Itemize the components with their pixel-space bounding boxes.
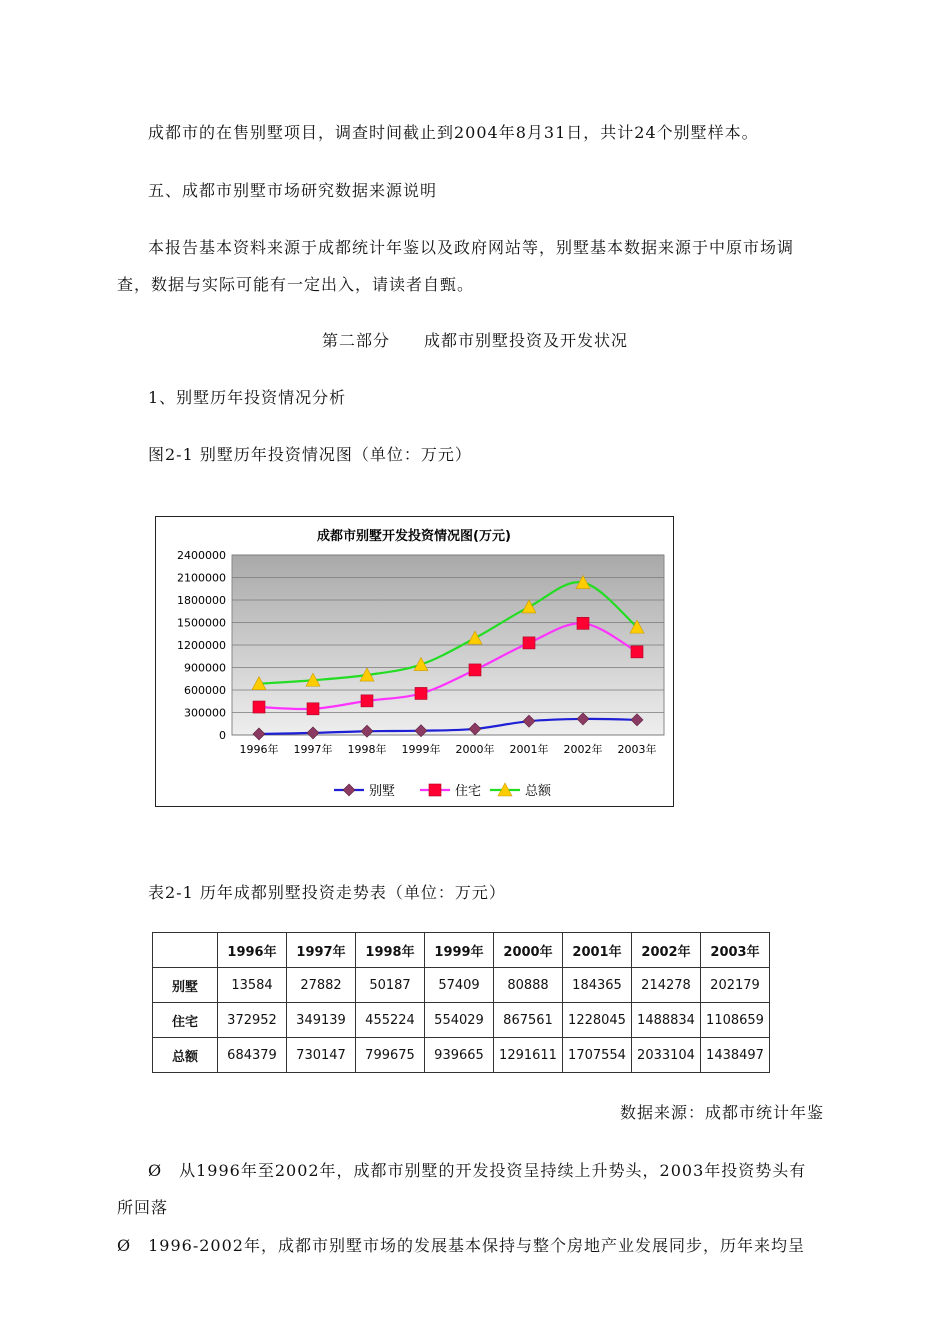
row-label: 住宅 [153, 1003, 218, 1038]
table-cell: 27882 [287, 968, 356, 1003]
data-point [307, 703, 319, 715]
table-row [153, 1038, 770, 1073]
x-tick-label: 1998年 [347, 743, 387, 756]
y-tick-label: 900000 [184, 661, 226, 675]
x-tick-label: 2000年 [455, 743, 495, 756]
x-tick-label: 2001年 [509, 743, 549, 756]
table-header-cell: 1997年 [287, 933, 356, 968]
table-cell: 684379 [218, 1038, 287, 1073]
legend-label: 住宅 [455, 784, 482, 799]
data-point [361, 695, 373, 707]
data-point [253, 701, 265, 713]
table-cell: 554029 [425, 1003, 494, 1038]
table-cell: 372952 [218, 1003, 287, 1038]
x-tick-label: 2002年 [563, 743, 603, 756]
table-header-cell: 2001年 [563, 933, 632, 968]
sub1-title: 1、别墅历年投资情况分析 [148, 388, 347, 407]
y-tick-label: 1800000 [177, 594, 226, 607]
table-cell: 80888 [494, 968, 563, 1003]
figure-caption: 图2-1 别墅历年投资情况图（单位：万元） [148, 445, 472, 464]
source-desc-line2: 查，数据与实际可能有一定出入，请读者自甄。 [117, 275, 475, 294]
y-tick-label: 600000 [184, 684, 226, 697]
table-cell: 1488834 [632, 1003, 701, 1038]
data-point [631, 646, 643, 658]
table-header-cell: 1996年 [218, 933, 287, 968]
x-tick-label: 2003年 [617, 743, 657, 756]
data-point [415, 687, 427, 699]
table-cell: 1108659 [701, 1003, 770, 1038]
table-cell: 799675 [356, 1038, 425, 1073]
y-axis-ticks [177, 549, 226, 742]
row-label: 别墅 [153, 968, 218, 1003]
y-tick-label: 300000 [184, 706, 226, 720]
data-point [469, 664, 481, 676]
legend-marker [343, 784, 355, 796]
table-cell: 1438497 [701, 1038, 770, 1073]
part2-title: 第二部分 成都市别墅投资及开发状况 [321, 331, 628, 350]
table-cell: 13584 [218, 968, 287, 1003]
table-cell: 184365 [563, 968, 632, 1003]
chart-svg [156, 517, 673, 806]
section5-title: 五、成都市别墅市场研究数据来源说明 [148, 181, 438, 200]
source-desc-line1: 本报告基本资料来源于成都统计年鉴以及政府网站等，别墅基本数据来源于中原市场调 [148, 238, 795, 257]
table-header-cell: 1999年 [425, 933, 494, 968]
table-header-row [153, 933, 770, 968]
table-caption: 表2-1 历年成都别墅投资走势表（单位：万元） [148, 883, 506, 902]
legend-label: 别墅 [369, 784, 396, 799]
table-row [153, 1003, 770, 1038]
data-point [523, 637, 535, 649]
table-cell: 2033104 [632, 1038, 701, 1073]
x-tick-label: 1996年 [239, 743, 279, 756]
table-cell: 57409 [425, 968, 494, 1003]
table-cell: 730147 [287, 1038, 356, 1073]
x-axis-ticks [240, 742, 657, 756]
table-cell: 202179 [701, 968, 770, 1003]
y-tick-label: 2400000 [177, 549, 226, 562]
data-source-note: 数据来源：成都市统计年鉴 [620, 1103, 825, 1122]
chart-legend [334, 783, 552, 799]
table-cell: 214278 [632, 968, 701, 1003]
table-row [153, 968, 770, 1003]
table-header-cell: 1998年 [356, 933, 425, 968]
y-tick-label: 1500000 [177, 616, 226, 630]
data-point [577, 617, 589, 629]
table-header-cell: 2002年 [632, 933, 701, 968]
table-cell: 939665 [425, 1038, 494, 1073]
table-cell: 50187 [356, 968, 425, 1003]
chart-title: 成都市别墅开发投资情况图(万元) [317, 529, 511, 544]
table-cell: 1291611 [494, 1038, 563, 1073]
row-label: 总额 [153, 1038, 218, 1073]
bullet1-line2: 所回落 [117, 1198, 169, 1217]
investment-chart [155, 516, 674, 807]
y-tick-label: 2100000 [177, 571, 226, 585]
table-cell: 1228045 [563, 1003, 632, 1038]
x-tick-label: 1997年 [293, 743, 333, 756]
sample-note: 成都市的在售别墅项目，调查时间截止到2004年8月31日，共计24个别墅样本。 [148, 123, 759, 142]
table-cell: 1707554 [563, 1038, 632, 1073]
table-header-cell: 2003年 [701, 933, 770, 968]
y-tick-label: 1200000 [177, 639, 226, 652]
table-header-cell [153, 933, 218, 968]
table-cell: 349139 [287, 1003, 356, 1038]
table-cell: 455224 [356, 1003, 425, 1038]
investment-table [152, 932, 770, 1073]
bullet2-line1: Ø 1996-2002年，成都市别墅市场的发展基本保持与整个房地产业发展同步，历年来均呈 [117, 1236, 805, 1255]
table-cell: 867561 [494, 1003, 563, 1038]
y-tick-label: 0 [219, 729, 226, 742]
bullet1-line1: Ø 从1996年至2002年，成都市别墅的开发投资呈持续上升势头，2003年投资势头有 [148, 1161, 807, 1180]
legend-label: 总额 [525, 784, 552, 799]
legend-marker [429, 784, 441, 796]
table-header-cell: 2000年 [494, 933, 563, 968]
x-tick-label: 1999年 [401, 743, 441, 756]
